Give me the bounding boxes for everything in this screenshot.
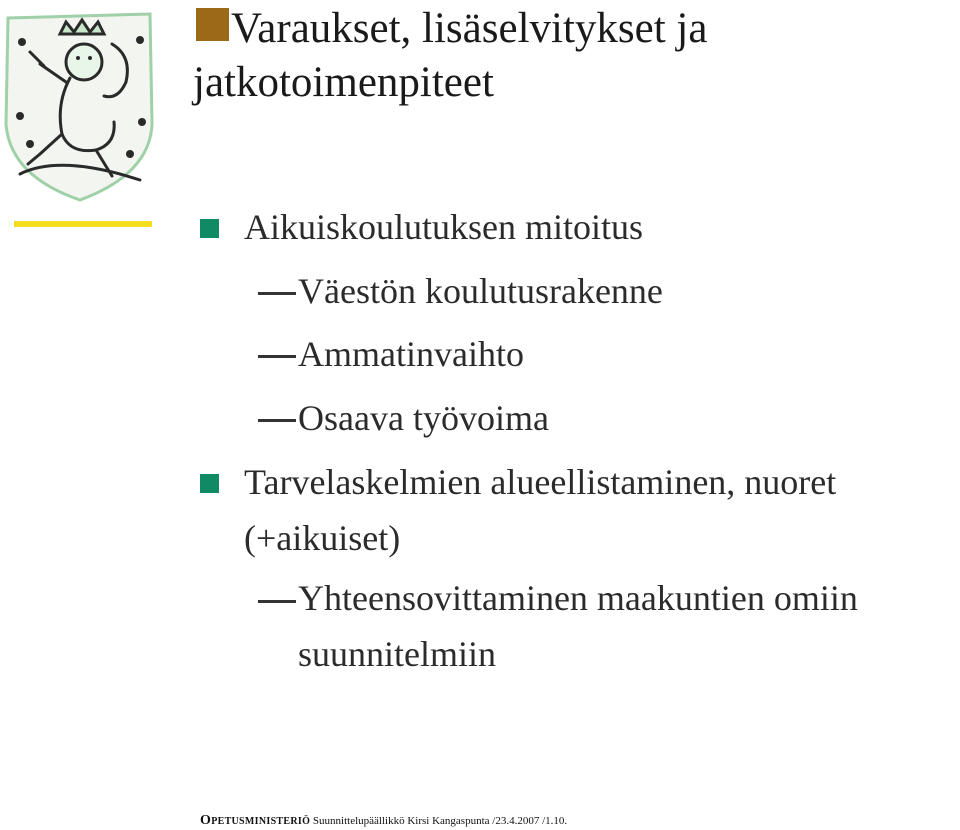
list-item: Aikuiskoulutuksen mitoitus: [244, 207, 644, 247]
footer-details: Suunnittelupäällikkö Kirsi Kangaspunta /23.4.2007 /1.10.: [312, 815, 568, 827]
square-bullet-icon: [200, 219, 219, 238]
dash-bullet-icon: [258, 419, 296, 422]
footer-organization: Opetusministeriö: [200, 813, 311, 828]
dash-bullet-icon: [258, 600, 296, 603]
list-item: Väestön koulutusrakenne: [298, 271, 663, 311]
square-bullet-icon: [200, 474, 219, 493]
logo-accent-bar: [14, 221, 152, 227]
list-item: Tarvelaskelmien alueellistaminen, nuoret (+aikuiset): [244, 462, 837, 558]
slide-title: Varaukset, lisäselvitykset ja jatkotoimenpiteet: [193, 5, 708, 106]
dash-bullet-icon: [258, 355, 296, 358]
list-item: Ammatinvaihto: [298, 334, 524, 374]
footer: [200, 813, 567, 829]
list-item: Osaava työvoima: [298, 398, 549, 438]
dash-bullet-icon: [258, 292, 296, 295]
coat-of-arms-logo: [0, 4, 160, 204]
list-item: Yhteensovittaminen maakuntien omiin suunnitelmiin: [298, 578, 858, 674]
